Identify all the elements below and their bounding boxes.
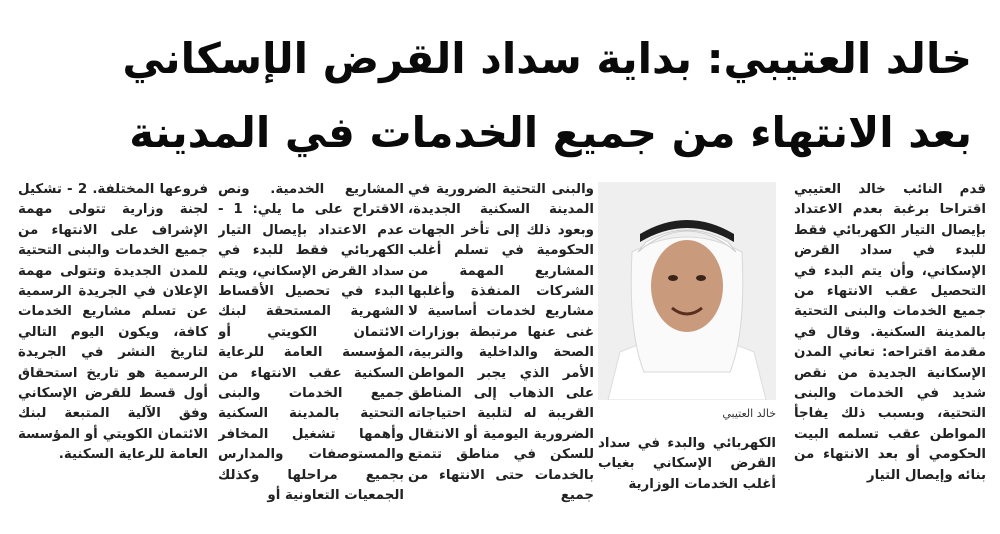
column-2-text: والبنى التحتية الضرورية في المدينة السكنية الجديدة، وبعود ذلك إلى تأخر الجهات الحكومية في تسلم أغلب المشاريع المهمة من الشركات المنفذة وأغلبها مشاريع لخدمات أساسية لا غنى عنها مرتبطة بوزارات الصحة والداخلية والتربية، الأمر الذي يجبر المواطن على الذهاب إلى المناطق القريبة له لتلبية احتياجاته الضرورية اليومية أو الانتقال للسكن في مناطق تتمتع بالخدمات حتى الانتهاء من جميع [408, 182, 594, 504]
portrait-photo [598, 182, 776, 400]
column-1-text: قدم النائب خالد العتيبي اقتراحا برغبة بعدم الاعتداد بإيصال التيار الكهربائي فقط للبدء في سداد القرض الإسكاني، وأن يتم البدء في التحصيل عقب الانتهاء من جميع الخدمات والبنى التحتية بالمدينة السكنية. وقال في مقدمة اقتراحه: تعاني المدن الإسكانية الجديدة من نقص شديد في الخدمات والبنى التحتية، وبسبب ذلك يفاجأ المواطن عقب تسلمه البيت الحكومي أو بعد الانتهاء من بنائه وإيصال التيار [794, 182, 986, 483]
headline-line-2: بعد الانتهاء من جميع الخدمات في المدينة [129, 108, 972, 157]
column-3-text: المشاريع الخدمية. ونص الاقتراح على ما يلي: 1 - عدم الاعتداد بإيصال التيار الكهربائي فقط للبدء في سداد القرض الإسكاني، ويتم البدء في تحصيل الأقساط الشهرية المستحقة لبنك الائتمان الكويتي أو المؤسسة العامة للرعاية السكنية عقب الانتهاء من جميع الخدمات والبنى التحتية بالمدينة السكنية وأهمها تشغيل المخافر والمستوصفات والمدارس بجميع مراحلها وكذلك الجمعيات التعاونية أو [218, 182, 404, 504]
portrait-image [598, 182, 776, 400]
article-column-1 [794, 180, 986, 510]
article-column-3 [218, 180, 404, 510]
column-4-text: فروعها المختلفة. 2 - تشكيل لجنة وزارية تتولى مهمة الإشراف على الانتهاء من جميع الخدمات والبنى التحتية للمدن الجديدة وتتولى مهمة الإعلان في الجريدة الرسمية عن تسلم مشاريع الخدمات كافة، ويكون اليوم التالي لتاريخ النشر في الجريدة الرسمية هو تاريخ استحقاق أول قسط للقرض الإسكاني وفق الآلية المتبعة لبنك الائتمان الكويتي أو المؤسسة العامة للرعاية السكنية. [18, 182, 208, 463]
headline-line-1: خالد العتيبي: بداية سداد القرض الإسكاني [122, 34, 972, 83]
article-column-4 [18, 180, 208, 510]
article-column-1b: الكهربائي والبدء في سداد القرض الإسكاني بغياب أغلب الخدمات الوزارية [598, 436, 776, 492]
article-column-2 [408, 180, 594, 510]
photo-caption: خالد العتيبي [722, 407, 776, 420]
